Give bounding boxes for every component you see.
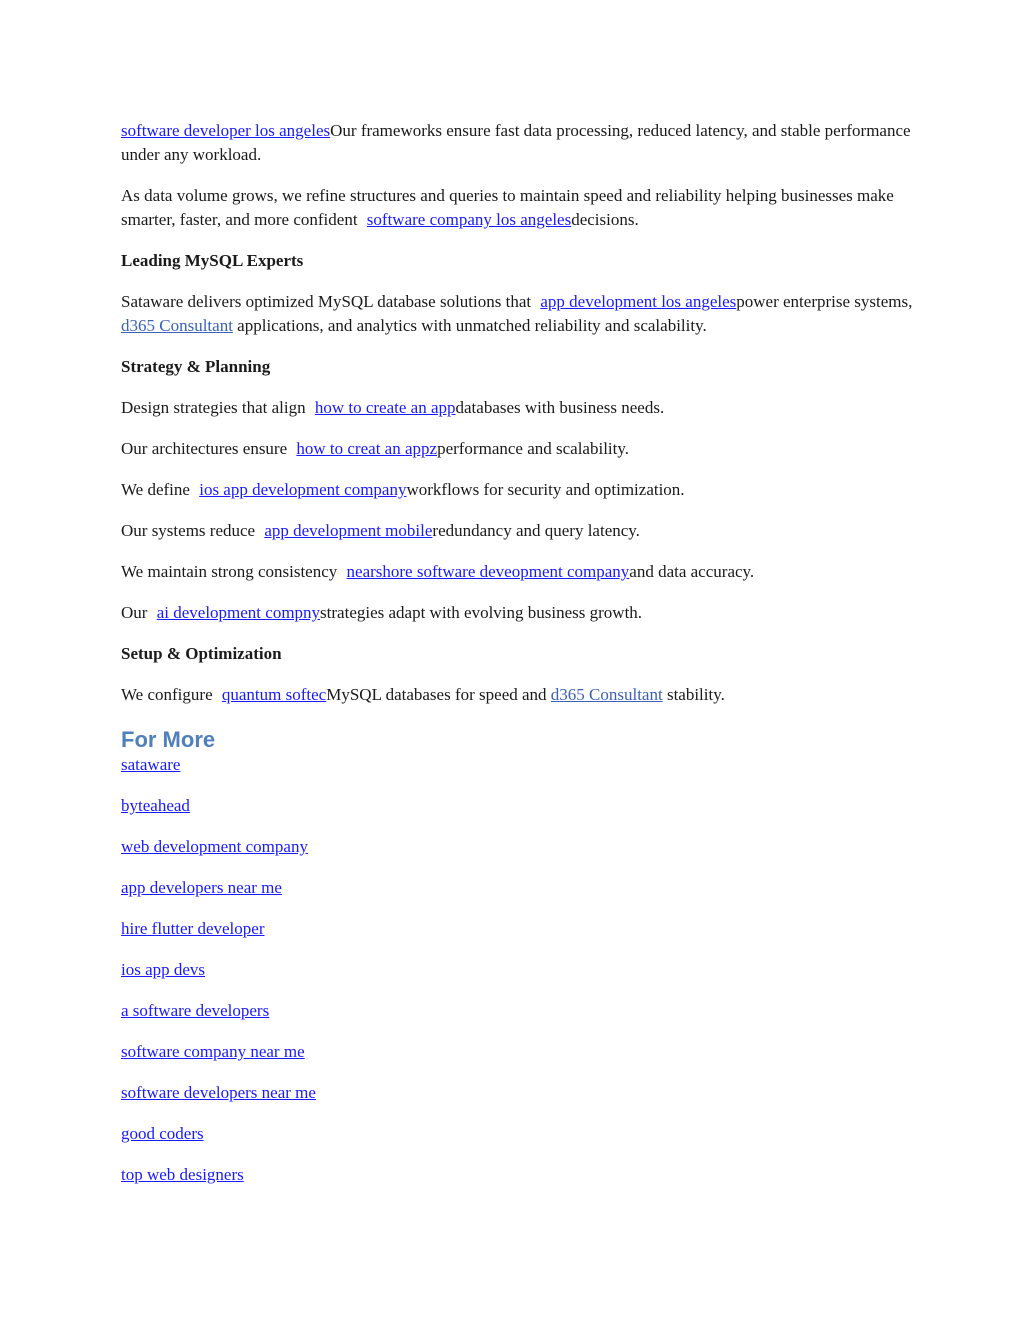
link-software-company-los-angeles[interactable]: software company los angeles xyxy=(366,210,572,229)
heading-strategy-planning: Strategy & Planning xyxy=(121,357,271,376)
for-more-heading: For More xyxy=(121,727,216,752)
link-software-developer-los-angeles[interactable]: software developer los angeles xyxy=(121,121,331,140)
link-sataware[interactable]: sataware xyxy=(121,755,181,774)
strategy-text: We define xyxy=(121,480,190,499)
experts-text-mid: power enterprise systems, xyxy=(736,292,913,311)
list-item xyxy=(121,1040,921,1064)
experts-paragraph xyxy=(121,290,921,338)
growth-text: As data volume grows, we refine structures and queries to maintain speed and reliability helping businesses make smarter, faster, and more confident xyxy=(121,186,894,229)
list-item xyxy=(121,876,921,900)
setup-text: We configure xyxy=(121,685,213,704)
document-body xyxy=(121,119,921,1204)
link-top-web-designers[interactable]: top web designers xyxy=(121,1165,244,1184)
link-web-development-company[interactable]: web development company xyxy=(121,837,308,856)
link-how-to-creat-an-appz[interactable]: how to creat an appz xyxy=(296,439,438,458)
strategy-line-4 xyxy=(121,519,921,543)
list-item xyxy=(121,753,921,777)
intro-text: Our frameworks ensure fast data processing, reduced latency, and stable performance under any workload. xyxy=(121,121,911,164)
link-hire-flutter-developer[interactable]: hire flutter developer xyxy=(121,919,265,938)
list-item xyxy=(121,917,921,941)
list-item xyxy=(121,958,921,982)
strategy-text: Our xyxy=(121,603,148,622)
list-item xyxy=(121,1163,921,1187)
intro-paragraph xyxy=(121,119,921,167)
link-quantum-softec[interactable]: quantum softec xyxy=(221,685,327,704)
growth-paragraph xyxy=(121,184,921,232)
list-item xyxy=(121,1122,921,1146)
link-ios-app-devs[interactable]: ios app devs xyxy=(121,960,206,979)
strategy-text-end: redundancy and query latency. xyxy=(432,521,640,540)
experts-text: Sataware delivers optimized MySQL database solutions that xyxy=(121,292,532,311)
link-d365-consultant[interactable]: d365 Consultant xyxy=(121,316,233,335)
strategy-text: Our systems reduce xyxy=(121,521,256,540)
link-app-development-los-angeles[interactable]: app development los angeles xyxy=(540,292,737,311)
strategy-text-end: strategies adapt with evolving business growth. xyxy=(320,603,643,622)
link-d365-consultant-2[interactable]: d365 Consultant xyxy=(550,685,663,704)
list-item xyxy=(121,835,921,859)
link-good-coders[interactable]: good coders xyxy=(121,1124,204,1143)
for-more-link-list xyxy=(121,753,921,1187)
strategy-text-end: performance and scalability. xyxy=(437,439,630,458)
link-ai-development-compny[interactable]: ai development compny xyxy=(156,603,321,622)
setup-text-mid: MySQL databases for speed and xyxy=(326,685,547,704)
link-how-to-create-an-app[interactable]: how to create an app xyxy=(314,398,456,417)
strategy-text-end: workflows for security and optimization. xyxy=(406,480,685,499)
heading-setup-optimization: Setup & Optimization xyxy=(121,644,282,663)
link-software-company-near-me[interactable]: software company near me xyxy=(121,1042,305,1061)
strategy-text: Design strategies that align xyxy=(121,398,306,417)
link-a-software-developers[interactable]: a software developers xyxy=(121,1001,270,1020)
strategy-line-6 xyxy=(121,601,921,625)
strategy-text-end: and data accuracy. xyxy=(629,562,755,581)
strategy-text-end: databases with business needs. xyxy=(455,398,665,417)
link-ios-app-development-company[interactable]: ios app development company xyxy=(199,480,407,499)
setup-paragraph xyxy=(121,683,921,707)
strategy-line-1 xyxy=(121,396,921,420)
setup-text-end: stability. xyxy=(666,685,725,704)
strategy-text: Our architectures ensure xyxy=(121,439,288,458)
strategy-text: We maintain strong consistency xyxy=(121,562,338,581)
heading-leading-mysql-experts: Leading MySQL Experts xyxy=(121,251,304,270)
link-app-developers-near-me[interactable]: app developers near me xyxy=(121,878,282,897)
strategy-line-5 xyxy=(121,560,921,584)
list-item xyxy=(121,794,921,818)
growth-text-end: decisions. xyxy=(571,210,639,229)
experts-text-end: applications, and analytics with unmatched reliability and scalability. xyxy=(237,316,707,335)
strategy-line-2 xyxy=(121,437,921,461)
link-software-developers-near-me[interactable]: software developers near me xyxy=(121,1083,316,1102)
link-app-development-mobile[interactable]: app development mobile xyxy=(264,521,433,540)
list-item xyxy=(121,1081,921,1105)
link-nearshore-software-deveopment-company[interactable]: nearshore software deveopment company xyxy=(346,562,630,581)
link-byteahead[interactable]: byteahead xyxy=(121,796,190,815)
strategy-line-3 xyxy=(121,478,921,502)
list-item xyxy=(121,999,921,1023)
